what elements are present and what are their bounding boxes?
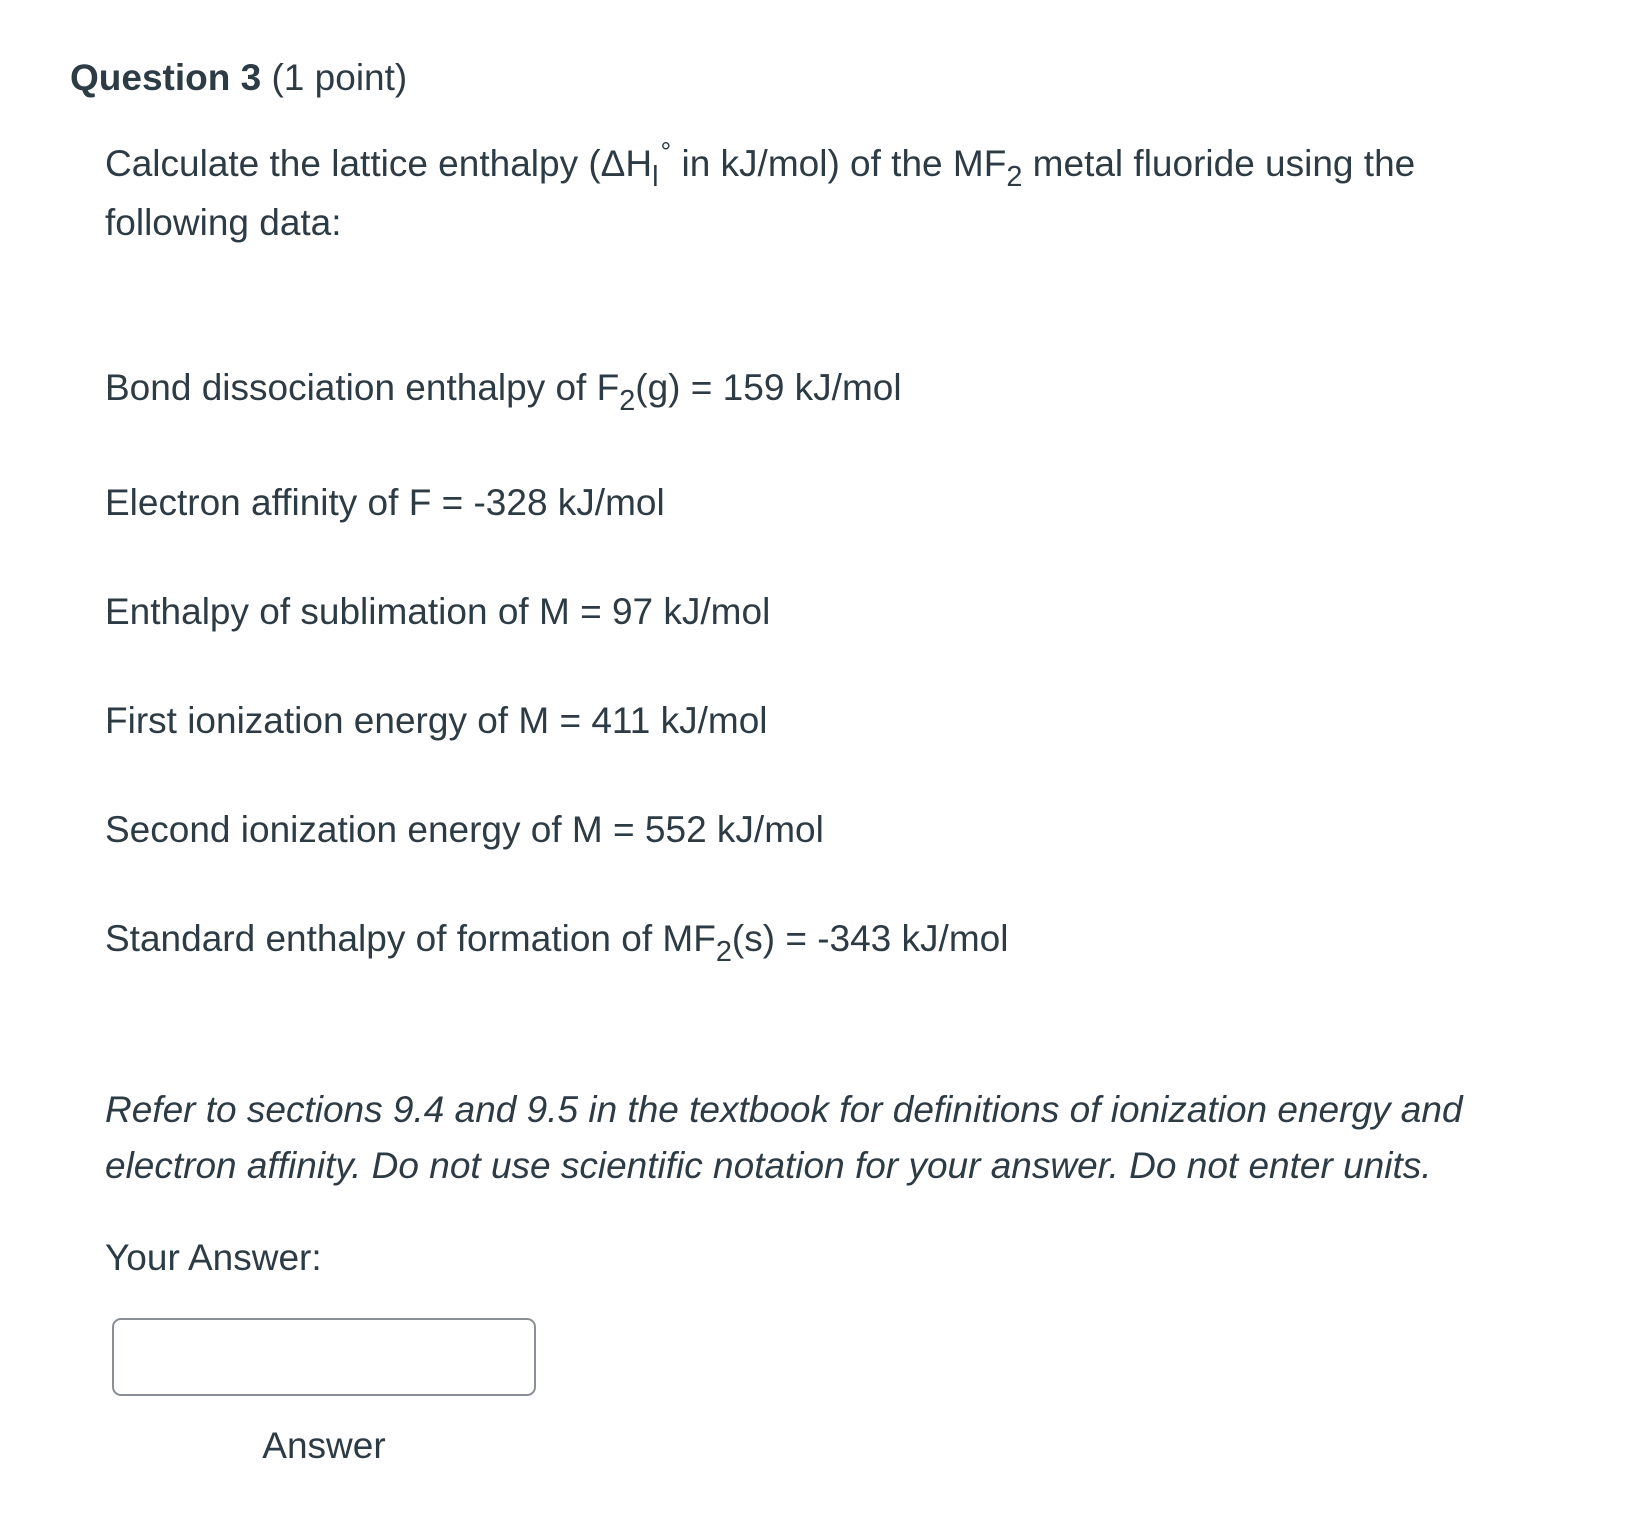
bond-subscript: 2 — [619, 385, 636, 418]
prompt-text-3: metal fluoride using the following data: — [105, 143, 1416, 243]
question-heading — [70, 52, 407, 104]
bond-text-before: Bond dissociation enthalpy of F — [105, 367, 620, 408]
question-prompt — [105, 136, 1545, 251]
prompt-degree: ° — [660, 137, 672, 168]
prompt-text-1: Calculate the lattice enthalpy (ΔH — [105, 143, 653, 184]
prompt-text-2: in kJ/mol) of the MF — [671, 143, 1007, 184]
answer-label: Your Answer: — [105, 1237, 322, 1278]
question-title: Question 3 — [70, 57, 262, 98]
data-sublimation: Enthalpy of sublimation of M = 97 kJ/mol — [105, 591, 771, 632]
answer-input[interactable] — [112, 1318, 536, 1396]
question-points: (1 point) — [271, 57, 408, 98]
data-first-ionization: First ionization energy of M = 411 kJ/mol — [105, 700, 768, 741]
data-formation — [105, 911, 1008, 970]
data-electron-affinity: Electron affinity of F = -328 kJ/mol — [105, 482, 665, 523]
formation-subscript: 2 — [715, 936, 732, 969]
data-bond-dissociation — [105, 360, 902, 419]
prompt-subscript-l: l — [652, 161, 659, 194]
formation-text-before: Standard enthalpy of formation of MF — [105, 918, 716, 959]
data-second-ionization: Second ionization energy of M = 552 kJ/mol — [105, 809, 824, 850]
bond-text-after: (g) = 159 kJ/mol — [635, 367, 902, 408]
instruction-note: Refer to sections 9.4 and 9.5 in the textbook for definitions of ionization energy and electron affinity. Do not use scientific notation for your answer. Do not enter units. — [105, 1089, 1463, 1186]
formation-text-after: (s) = -343 kJ/mol — [731, 918, 1009, 959]
answer-caption: Answer — [262, 1425, 386, 1466]
prompt-subscript-2: 2 — [1006, 161, 1023, 194]
